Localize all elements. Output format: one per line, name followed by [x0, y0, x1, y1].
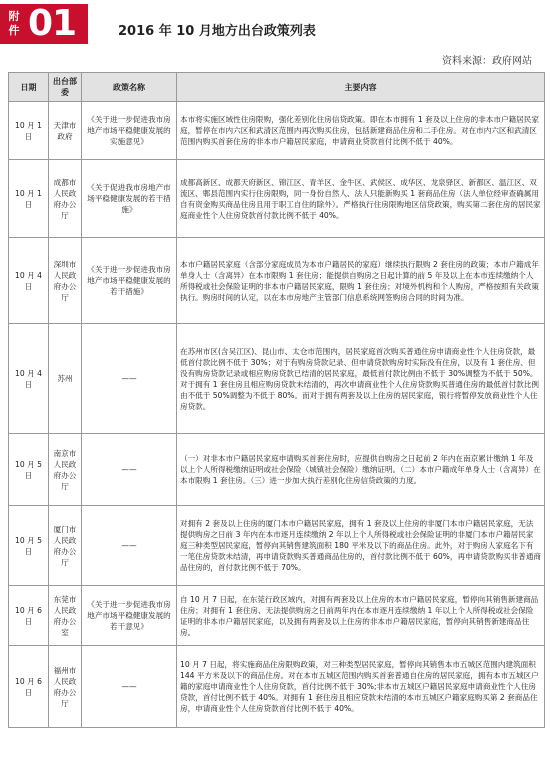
- cell-content: 在苏州市区(含吴江区)、昆山市、太仓市范围内，居民家庭首次购买普通住房申请商业性个人住房贷款，最低首付款比例不低于 30%；对于有购房贷款记录、但申请贷款购房时实际没有住房，以及有 1 套住房、但没有购房贷款记录或相应购房贷款已结清的居民家庭，最低首付款比例由不低于 30%调整为不低于 50%。对于拥有 1 套住房且相应购房贷款未结清的，再次申请商业性个人住房贷款购买普通住房的最低首付款比例由不低于 50%调整为不低于 80%。而对于拥有两套及以上住房的居民家庭，银行将暂停发放商业性个人住房贷款。: [177, 324, 545, 434]
- cell-policy: ——: [82, 434, 177, 506]
- badge-label: 附 件: [8, 10, 20, 37]
- cell-content: 本市户籍居民家庭（含部分家庭成员为本市户籍居民的家庭）继续执行限购 2 套住房的政策；本市户籍成年单身人士（含离异）在本市限购 1 套住房；能提供自购房之日起计算的前 5 年及以上在本市连续缴纳个人所得税或社会保险证明的非本市户籍居民家庭，限购 1 套住房；对境外机构和个人购房，严格按照有关政策执行。购房时间的认定，以在本市房地产主管部门信息系统网签购房合同的时间为准。: [177, 238, 545, 324]
- cell-date: 10 月 6 日: [9, 646, 49, 728]
- cell-dept: 深圳市人民政府办公厅: [49, 238, 82, 324]
- cell-date: 10 月 4 日: [9, 324, 49, 434]
- header-date: 日期: [9, 73, 49, 102]
- cell-policy: ——: [82, 324, 177, 434]
- cell-policy: ——: [82, 646, 177, 728]
- header-content: 主要内容: [177, 73, 545, 102]
- cell-policy: 《关于促进我市房地产市场平稳健康发展的若干措施》: [82, 160, 177, 238]
- table-row: [9, 646, 545, 728]
- cell-dept: 福州市人民政府办公厅: [49, 646, 82, 728]
- cell-content: （一）对非本市户籍居民家庭申请购买首套住房时，应提供自购房之日起前 2 年内在南京累计缴纳 1 年及以上个人所得税缴纳证明或社会保险（城镇社会保险）缴纳证明。（二）本市户籍成年单身人士（含离异）在本市限购 1 套住房。（三）进一步加大执行差别化住房信贷政策的力度。: [177, 434, 545, 506]
- attachment-badge: [0, 4, 88, 44]
- cell-date: 10 月 4 日: [9, 238, 49, 324]
- table-row: [9, 238, 545, 324]
- cell-content: 自 10 月 7 日起，在东莞行政区域内，对拥有两套及以上住房的本市户籍居民家庭，暂停向其销售新建商品住房；对拥有 1 套住房、无法提供购房之日前两年内在本市逐月连续缴纳 1 年以上个人所得税或社会保险证明的非本市户籍居民家庭，以及拥有两套及以上住房的非本市户籍居民家庭，暂停向其销售新建商品住房。: [177, 586, 545, 646]
- table-row: [9, 324, 545, 434]
- cell-date: 10 月 5 日: [9, 506, 49, 586]
- header: [0, 0, 550, 44]
- cell-content: 对拥有 2 套及以上住房的厦门本市户籍居民家庭，拥有 1 套及以上住房的非厦门本市户籍居民家庭，无法提供购房之日前 3 年内在本市逐月连续缴纳 2 年以上个人所得税或社会保险证明的非厦门本市户籍居民家庭三种类型居民家庭，暂停向其销售建筑面积 180 平米及以下的商品住房。此外，对于购房人家庭名下有一笔住房贷款未结清，再申请贷款购买普通商品住房的，首付款比例不低于 60%，再申请贷款购买非普通商品住房的，首付款比例不低于 70%。: [177, 506, 545, 586]
- cell-date: 10 月 5 日: [9, 434, 49, 506]
- source-note: 资料来源：政府网站: [442, 56, 532, 67]
- cell-date: 10 月 1 日: [9, 102, 49, 160]
- cell-dept: 厦门市人民政府办公厅: [49, 506, 82, 586]
- cell-policy: ——: [82, 506, 177, 586]
- cell-date: 10 月 6 日: [9, 586, 49, 646]
- table-row: [9, 160, 545, 238]
- cell-content: 10 月 7 日起，将实施商品住房限购政策，对三种类型居民家庭，暂停向其销售本市五城区范围内建筑面积 144 平方米及以下的商品住房。对在本市五城区范围内购买首套普通自住房的居民家庭，拥有本市五城区户籍的家庭申请商业性个人住房贷款，首付比例不低于 30%;非本市五城区户籍居民家庭申请商业性个人住房贷款，首付比例不低于 40%。对拥有 1 套住房且相应贷款未结清的本市五城区户籍家庭购买第 2 套商品住房，申请商业性个人住房贷款首付比例不低于 40%。: [177, 646, 545, 728]
- table-row: [9, 434, 545, 506]
- cell-policy: 《关于进一步促进我市房地产市场平稳健康发展的实施意见》: [82, 102, 177, 160]
- table-row: [9, 102, 545, 160]
- policy-table: [8, 72, 545, 728]
- page-title: 2016 年 10 月地方出台政策列表: [118, 24, 316, 39]
- cell-date: 10 月 1 日: [9, 160, 49, 238]
- badge-number: 01: [28, 3, 77, 44]
- cell-content: 本市将实施区域性住房限购，强化差别化住房信贷政策。即在本市拥有 1 套及以上住房的非本市户籍居民家庭，暂停在市内六区和武清区范围内再次购买住房，包括新建商品住房和二手住房。对在市内六区和武清区范围内购买首套住房的非本市户籍居民家庭，申请商业贷款首付比例不低于 40%。: [177, 102, 545, 160]
- table-header-row: [9, 73, 545, 102]
- cell-dept: 成都市人民政府办公厅: [49, 160, 82, 238]
- table-row: [9, 506, 545, 586]
- cell-dept: 东莞市人民政府办公室: [49, 586, 82, 646]
- cell-dept: 天津市政府: [49, 102, 82, 160]
- cell-policy: 《关于进一步促进我市房地产市场平稳健康发展的若干意见》: [82, 586, 177, 646]
- table-row: [9, 586, 545, 646]
- cell-dept: 南京市人民政府办公厅: [49, 434, 82, 506]
- cell-policy: 《关于进一步促进我市房地产市场平稳健康发展的若干措施》: [82, 238, 177, 324]
- header-dept: 出台部委: [49, 73, 82, 102]
- header-policy: 政策名称: [82, 73, 177, 102]
- cell-content: 成都高新区、成都天府新区、锦江区、青羊区、金牛区、武侯区、成华区、龙泉驿区、新都区、温江区、双流区、郫县范围内实行住房限购，同一身份自然人、法人只能新购买 1 套商品住房（法人单位经审查确属用自有资金购买商品住房且用于职工自住的除外）。严格执行住房限购地区信贷政策，购买第二套住房的居民家庭商业性个人住房贷款首付款比例不低于 40%。: [177, 160, 545, 238]
- cell-dept: 苏州: [49, 324, 82, 434]
